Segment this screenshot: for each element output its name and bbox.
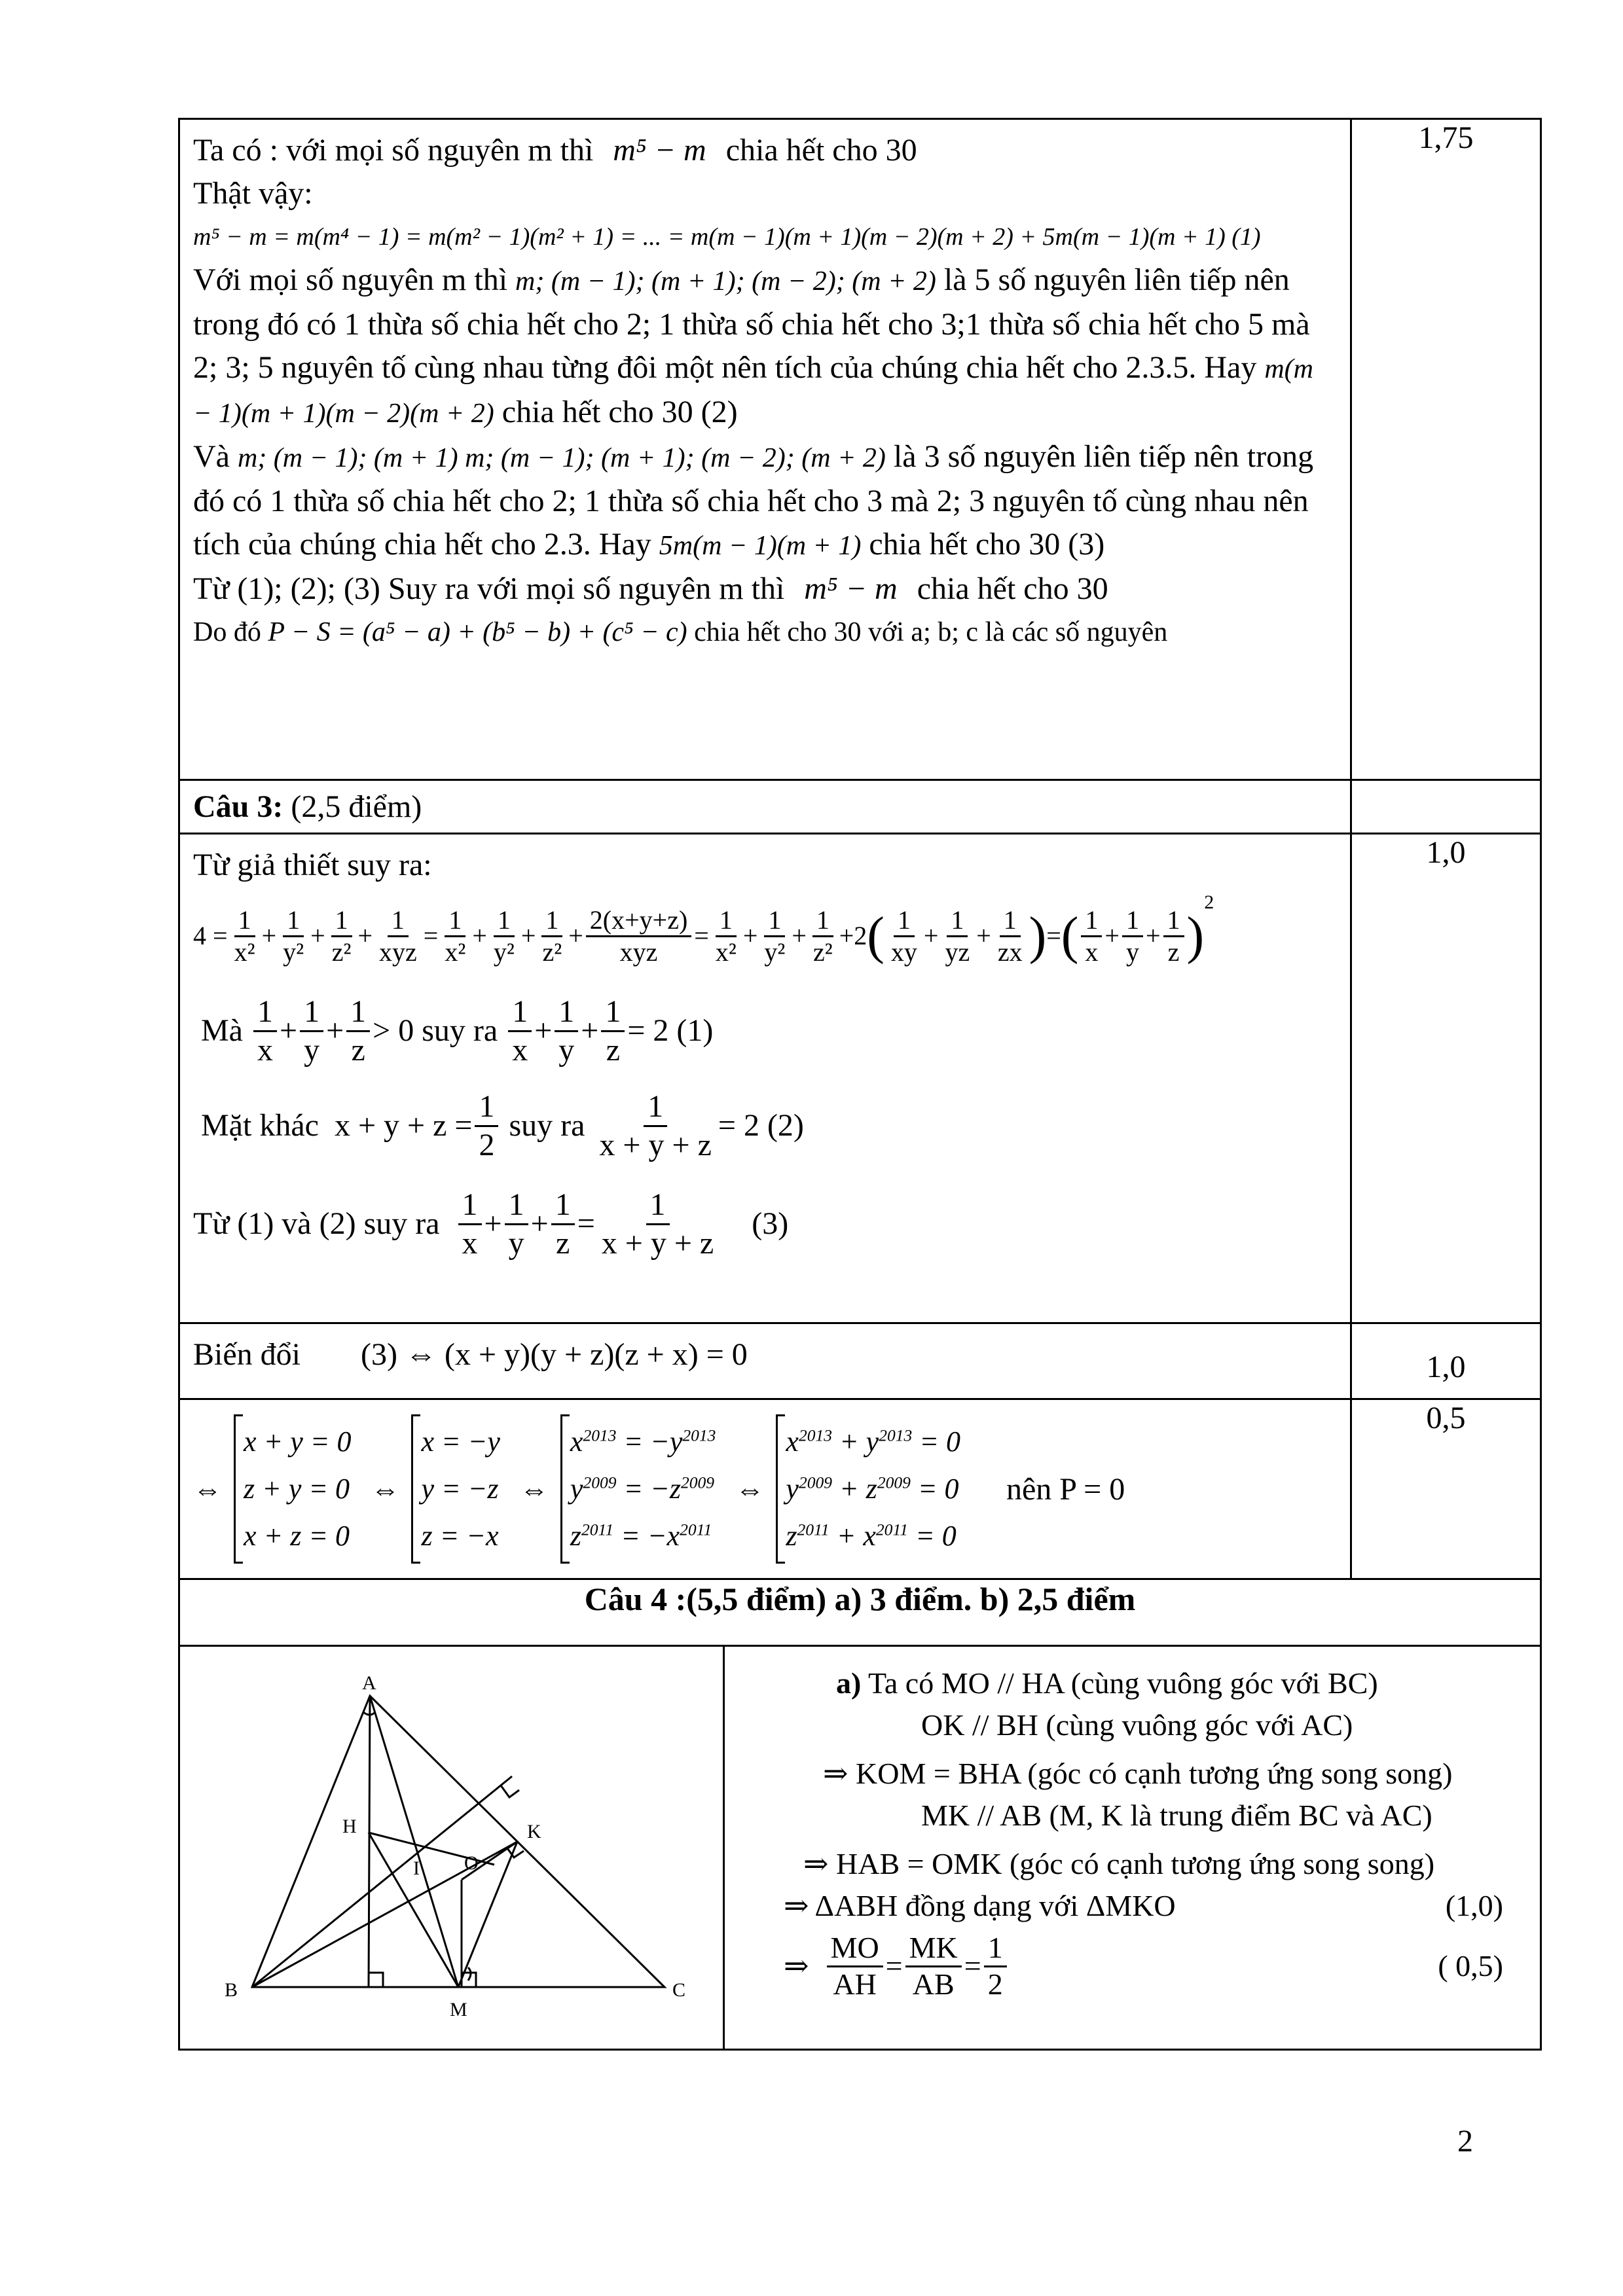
right-angle-bh: [501, 1785, 519, 1797]
cau4-body: [180, 1647, 1540, 2049]
cau3-ma-mid: > 0 suy ra: [373, 1013, 498, 1048]
cau3-mk-line: Mặt khác x + y + z = $\frac{1}{2}$ suy ra $\frac{1}{x + y + z}$ = 2 (2): [193, 1077, 1337, 1175]
cau3-score2: 1,0: [1351, 1323, 1541, 1399]
cau3-system: ⇔ x + y = 0 z + y = 0 x + z = 0 ⇔ x = −y y = −z z = −x ⇔ $x^{2013} = -y^{2013}$ $y^{2009} = -z^{2009}$ $z^{2011} = -x^{2011}$ ⇔ $x^{2013} + y^{2013} = 0$ $y^{2009} + z^{2009} = 0$ $z^{2011} + x^{2011} = 0$ nên P = 0: [180, 1400, 1350, 1578]
system-1: x + y = 0 z + y = 0 x + z = 0: [234, 1414, 359, 1564]
cau3-system-row: [179, 1399, 1541, 1579]
cau3-bien-row: [179, 1323, 1541, 1399]
c4-line-a-text: Ta có MO // HA (cùng vuông góc với BC): [868, 1666, 1378, 1700]
s2-para2-expr: m; (m − 1); (m + 1) m; (m − 1); (m + 1); (m − 2); (m + 2): [237, 443, 886, 473]
s2-para2-expr2: 5m(m − 1)(m + 1): [659, 531, 862, 561]
right-angle-ok: [507, 1848, 524, 1857]
s2-line2: Thật vậy:: [193, 176, 313, 211]
s2-score: 1,75: [1351, 119, 1541, 780]
triangle-abc: [252, 1696, 665, 1987]
s2-para1-expr: m; (m − 1); (m + 1); (m − 2); (m + 2): [515, 266, 936, 296]
cau3-bien-label: Biến đổi: [193, 1337, 301, 1372]
c4-line-c: ⇒ KOM = BHA (góc có cạnh tương ứng song song): [823, 1757, 1453, 1790]
cau3-main-row: [179, 834, 1541, 1323]
section2-row: [179, 119, 1541, 780]
c4-line-f-text: ⇒ ΔABH đồng dạng với ΔMKO: [784, 1889, 1176, 1922]
cau3-mk-label: Mặt khác: [201, 1108, 319, 1143]
cau3-mk-expr: x + y + z =: [334, 1108, 473, 1143]
label-a: A: [362, 1672, 376, 1694]
cau3-ma-end: = 2 (1): [627, 1013, 714, 1048]
cau3-tu-end: (3): [752, 1206, 789, 1241]
label-c: C: [672, 1979, 686, 2001]
c4-line-g-arrow: ⇒: [784, 1949, 809, 1983]
cau4-title: Câu 4 :(5,5 điểm) a) 3 điểm. b) 2,5 điểm: [179, 1579, 1541, 1646]
s2-para2-tail: chia hết cho 30 (3): [869, 527, 1105, 562]
cau4-body-row: [179, 1646, 1541, 2050]
right-angle-h: [369, 1973, 383, 1987]
cau3-main: [180, 834, 1350, 1282]
c4-line-b: OK // BH (cùng vuông góc với AC): [921, 1708, 1353, 1742]
s2-para2-text: Và: [193, 439, 230, 474]
s2-from-text: Từ (1); (2); (3) Suy ra với mọi số nguyên m thì: [193, 571, 785, 606]
altitude-ah: [369, 1696, 370, 1987]
s2-line-from: [193, 567, 1337, 611]
cau3-score3: 0,5: [1351, 1399, 1541, 1579]
s2-line1-text: Ta có : với mọi số nguyên m thì: [193, 133, 594, 168]
s2-para1-text: Với mọi số nguyên m thì: [193, 262, 508, 297]
cau3-title: [180, 781, 1350, 833]
s2-para2-body: là 3 số nguyên liên tiếp nên trong đó có 1 thừa số chia hết cho 2; 1 thừa số chia hết cho 3 mà 2; 3 nguyên tố cùng nhau nên tích của chúng chia hết cho 2.3. Hay: [193, 439, 1314, 562]
s2-para1: [193, 259, 1337, 435]
c4-line-a-label: a): [836, 1666, 862, 1700]
label-o: O: [464, 1852, 479, 1874]
c4-line-a: [744, 1662, 1520, 1704]
label-h: H: [342, 1816, 357, 1837]
s2-from-expr: m⁵ − m: [804, 571, 898, 606]
label-i: I: [413, 1857, 420, 1879]
system-3: $x^{2013} = -y^{2013}$ $y^{2009} = -z^{2009}$ $z^{2011} = -x^{2011}$: [560, 1414, 724, 1564]
cau3-title-points: (2,5 điểm): [291, 789, 422, 824]
c4-line-g-score: ( 0,5): [1438, 1949, 1503, 1983]
cau3-ma-line: Mà 1 x + 1 y + 1 z > 0 suy ra 1 x + 1 y + $\frac{1}{z}$ = 2 (1): [193, 985, 1337, 1077]
cau3-ma-label: Mà: [201, 1013, 243, 1048]
s2-line1-tail: chia hết cho 30: [725, 133, 917, 168]
s2-para1-expr2: m(m − 1)(m + 1)(m − 2)(m + 2): [193, 354, 1313, 429]
geometry-figure: [180, 1647, 725, 2049]
answer-table: [178, 118, 1542, 2051]
s2-line-do: [193, 611, 1337, 654]
c4-line-g: ⇒ MO AH = MK AB = 1 2 ( 0,5): [784, 1931, 1503, 2001]
c4-line-f-score: (1,0): [1445, 1889, 1503, 1922]
triangle-diagram: [180, 1647, 723, 2049]
system-2: x = −y y = −z z = −x: [411, 1414, 507, 1564]
s2-line1: [193, 129, 1337, 172]
s2-para1-body: là 5 số nguyên liên tiếp nên trong đó có 1 thừa số chia hết cho 2; 1 thừa số chia hết cho 3;1 thừa số chia hết cho 5 mà 2; 3; 5 nguyên tố cùng nhau từng đôi một nên tích của chúng chia hết cho 2.3.5. Hay: [193, 262, 1310, 385]
s2-line1-expr: m⁵ − m: [613, 133, 706, 168]
cau3-bien: [180, 1324, 1350, 1386]
cau3-eq-main: 4 = $\frac{1}{\text{x²}}$ + 1 y² + 1 z² + 1 xyz = 1 x² + 1 y² + 1 z² + 2(x+y+z) xyz = 1 x² + 1 y² + 1 z² +2 ( 1 xy + 1 yz + 1 zx ) = ( 1 x + 1 y + 1 z ) 2: [193, 891, 1214, 967]
system-4: $x^{2013} + y^{2013} = 0$ $y^{2009} + z^{2009} = 0$ $z^{2011} + x^{2011} = 0$: [776, 1414, 968, 1564]
c4-line-e: ⇒ HAB = OMK (góc có cạnh tương ứng song song): [803, 1847, 1435, 1880]
cau3-tu-line: Từ (1) và (2) suy ra 1 x + 1 y + 1 z = 1 x + y + z (3): [193, 1175, 1337, 1273]
cau3-title-label: Câu 3:: [193, 789, 283, 824]
s2-identity: m⁵ − m = m(m⁴ − 1) = m(m² − 1)(m² + 1) = ... = m(m − 1)(m + 1)(m − 2)(m + 2) + 5m(m − 1)(m + 1) (1): [193, 223, 1261, 251]
cau3-bien-expr: (3) ⇔ (x + y)(y + z)(z + x) = 0: [361, 1337, 748, 1372]
label-m: M: [450, 1999, 467, 2020]
cau3-mk-mid: suy ra: [509, 1108, 585, 1143]
cau3-tu-label: Từ (1) và (2) suy ra: [193, 1206, 440, 1241]
s2-do-text: Do đó: [193, 617, 261, 647]
altitude-bh: [252, 1776, 512, 1987]
s2-do-tail: chia hết cho 30 với a; b; c là các số nguyên: [694, 617, 1168, 647]
cau3-intro: Từ giả thiết suy ra:: [193, 848, 432, 882]
cau3-title-score-empty: [1351, 780, 1541, 834]
cau4-title-row: [179, 1579, 1541, 1646]
section2-content: [180, 120, 1350, 663]
label-k: K: [527, 1821, 541, 1842]
cau3-title-row: [179, 780, 1541, 834]
s2-from-tail: chia hết cho 30: [917, 571, 1108, 606]
cau3-score1: 1,0: [1351, 834, 1541, 1323]
answer-sheet: [178, 118, 1540, 2051]
angle-mark-m: [468, 1967, 471, 1981]
label-b: B: [225, 1979, 238, 2001]
c4-line-d: MK // AB (M, K là trung điểm BC và AC): [921, 1799, 1432, 1832]
cau4-reasoning: [725, 1647, 1540, 2049]
system-conclusion: nên P = 0: [1006, 1471, 1125, 1507]
page-number: 2: [1457, 2124, 1473, 2159]
cau3-mk-end: = 2 (2): [718, 1108, 804, 1143]
s2-para1-tail: chia hết cho 30 (2): [501, 395, 738, 429]
c4-line-f: [744, 1885, 1520, 1927]
s2-para2: [193, 435, 1337, 567]
s2-do-expr: P − S = (a⁵ − a) + (b⁵ − b) + (c⁵ − c): [268, 617, 687, 647]
